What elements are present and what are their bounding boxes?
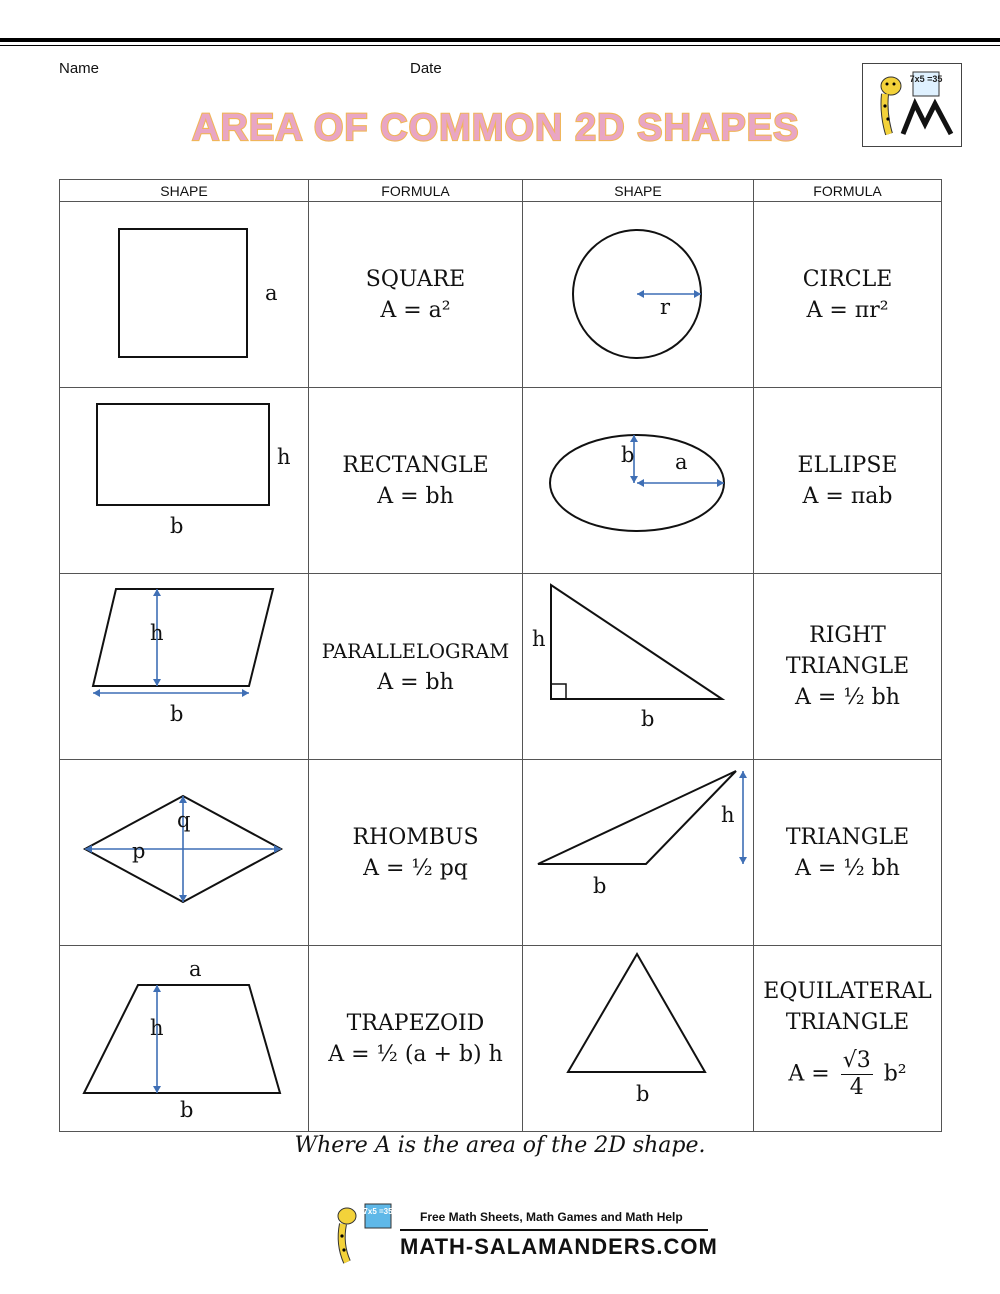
top-rule-thin: [0, 45, 1000, 46]
trapezoid-outline: [84, 985, 280, 1093]
circle-shape-cell: [523, 202, 754, 388]
triangle-diagram: [523, 760, 754, 945]
ellipse-formula-cell: [754, 388, 942, 574]
circle-name: CIRCLE: [802, 266, 893, 292]
circle-diagram: [523, 202, 754, 387]
rectangle-name: RECTANGLE: [342, 452, 489, 478]
table-row: [60, 760, 942, 946]
equilateral-formula-suffix: b²: [883, 1061, 907, 1087]
footer-tagline: Free Math Sheets, Math Games and Math Help: [420, 1210, 683, 1224]
square-name: SQUARE: [365, 266, 466, 292]
trapezoid-formula-cell: [309, 946, 523, 1132]
equilateral-formula-denominator: 4: [849, 1075, 864, 1100]
logo-math-text: 7x5 =35: [909, 74, 943, 84]
top-rule-thick: [0, 38, 1000, 42]
trapezoid-diagram: [60, 946, 309, 1131]
triangle-formula-cell: [754, 760, 942, 946]
right-triangle-shape-cell: [523, 574, 754, 760]
equilateral-formula-numerator: √3: [842, 1048, 871, 1073]
table-row: [60, 202, 942, 388]
ellipse-diagram: [523, 388, 754, 573]
parallelogram-diagram: [60, 574, 309, 759]
header-formula-2: FORMULA: [754, 180, 942, 202]
salamander-icon: [338, 1208, 356, 1224]
rectangle-formula-cell: [309, 388, 523, 574]
ellipse-formula: A = πab: [802, 483, 893, 509]
footer-site-link[interactable]: MATH-SALAMANDERS.COM: [400, 1234, 718, 1259]
square-shape-cell: [60, 202, 309, 388]
equilateral-triangle-formula-cell: [754, 946, 942, 1132]
right-triangle-label-b: b: [641, 707, 655, 731]
square-diagram: [60, 202, 309, 387]
rhombus-shape-cell: [60, 760, 309, 946]
trapezoid-shape-cell: [60, 946, 309, 1132]
shapes-table: [59, 179, 942, 1132]
rectangle-diagram: [60, 388, 309, 573]
parallelogram-shape-cell: [60, 574, 309, 760]
date-label: Date: [410, 60, 442, 77]
table-row: [60, 388, 942, 574]
triangle-formula: A = ½ bh: [795, 855, 900, 881]
right-triangle-label-h: h: [532, 627, 546, 651]
right-triangle-name-2: TRIANGLE: [785, 654, 910, 679]
right-triangle-outline: [551, 585, 722, 699]
right-triangle-formula: A = ½ bh: [795, 685, 900, 710]
rectangle-label-h: h: [277, 445, 291, 469]
footnote: Where A is the area of the 2D shape.: [294, 1133, 706, 1158]
circle-formula-cell: [754, 202, 942, 388]
rectangle-shape-cell: [60, 388, 309, 574]
rhombus-diagram: [60, 760, 309, 945]
table-row: [60, 574, 942, 760]
triangle-shape-cell: [523, 760, 754, 946]
right-triangle-formula-cell: [754, 574, 942, 760]
rhombus-formula-cell: [309, 760, 523, 946]
rhombus-formula: A = ½ pq: [363, 855, 468, 881]
trapezoid-label-h: h: [150, 1016, 164, 1040]
equilateral-triangle-diagram: [523, 946, 754, 1131]
circle-label-r: r: [660, 295, 671, 319]
trapezoid-label-a: a: [189, 957, 202, 981]
parallelogram-name: PARALLELOGRAM: [321, 639, 510, 663]
equilateral-triangle-outline: [568, 954, 705, 1072]
header-shape-1: SHAPE: [60, 180, 309, 202]
square-formula-cell: [309, 202, 523, 388]
equilateral-triangle-shape-cell: [523, 946, 754, 1132]
square-label-a: a: [265, 281, 278, 305]
rectangle-formula: A = bh: [377, 483, 454, 509]
logo-badge: [862, 63, 962, 147]
equilateral-triangle-label-b: b: [636, 1082, 650, 1106]
triangle-outline: [538, 771, 736, 864]
right-triangle-diagram: [523, 574, 754, 759]
triangle-label-b: b: [593, 874, 607, 898]
salamander-logo-icon: [863, 64, 961, 146]
parallelogram-formula: A = bh: [377, 669, 454, 695]
triangle-name: TRIANGLE: [785, 824, 910, 850]
square-formula: A = a²: [380, 297, 451, 323]
ellipse-label-a: a: [675, 450, 688, 474]
rectangle-label-b: b: [170, 514, 184, 538]
square-outline: [119, 229, 247, 357]
name-label: Name: [59, 60, 100, 77]
parallelogram-outline: [93, 589, 273, 686]
ellipse-name: ELLIPSE: [797, 452, 898, 478]
rhombus-name: RHOMBUS: [352, 824, 479, 850]
equilateral-triangle-name-2: TRIANGLE: [785, 1010, 910, 1035]
equilateral-formula-prefix: A =: [788, 1061, 830, 1087]
parallelogram-label-h: h: [150, 621, 164, 645]
rhombus-label-q: q: [177, 808, 191, 832]
page-title: [180, 100, 820, 152]
trapezoid-name: TRAPEZOID: [346, 1010, 485, 1036]
footer-board-text: 7x5 =35: [363, 1207, 393, 1216]
circle-formula: A = πr²: [806, 297, 889, 323]
ellipse-shape-cell: [523, 388, 754, 574]
header-formula-1: FORMULA: [309, 180, 523, 202]
parallelogram-formula-cell: [309, 574, 523, 760]
parallelogram-label-b: b: [170, 702, 184, 726]
ellipse-label-b: b: [621, 443, 635, 467]
header-shape-2: SHAPE: [523, 180, 754, 202]
page-title-text: AREA OF COMMON 2D SHAPES: [192, 107, 800, 149]
table-row: [60, 946, 942, 1132]
trapezoid-formula: A = ½ (a + b) h: [328, 1041, 503, 1067]
equilateral-formula-fraction: [841, 1048, 873, 1101]
table-header-row: [60, 180, 942, 202]
triangle-label-h: h: [721, 803, 735, 827]
trapezoid-label-b: b: [180, 1098, 194, 1122]
right-triangle-name-1: RIGHT: [809, 623, 886, 648]
rhombus-label-p: p: [132, 839, 146, 863]
equilateral-triangle-name-1: EQUILATERAL: [763, 979, 932, 1004]
right-angle-marker: [551, 684, 566, 699]
rectangle-outline: [97, 404, 269, 505]
